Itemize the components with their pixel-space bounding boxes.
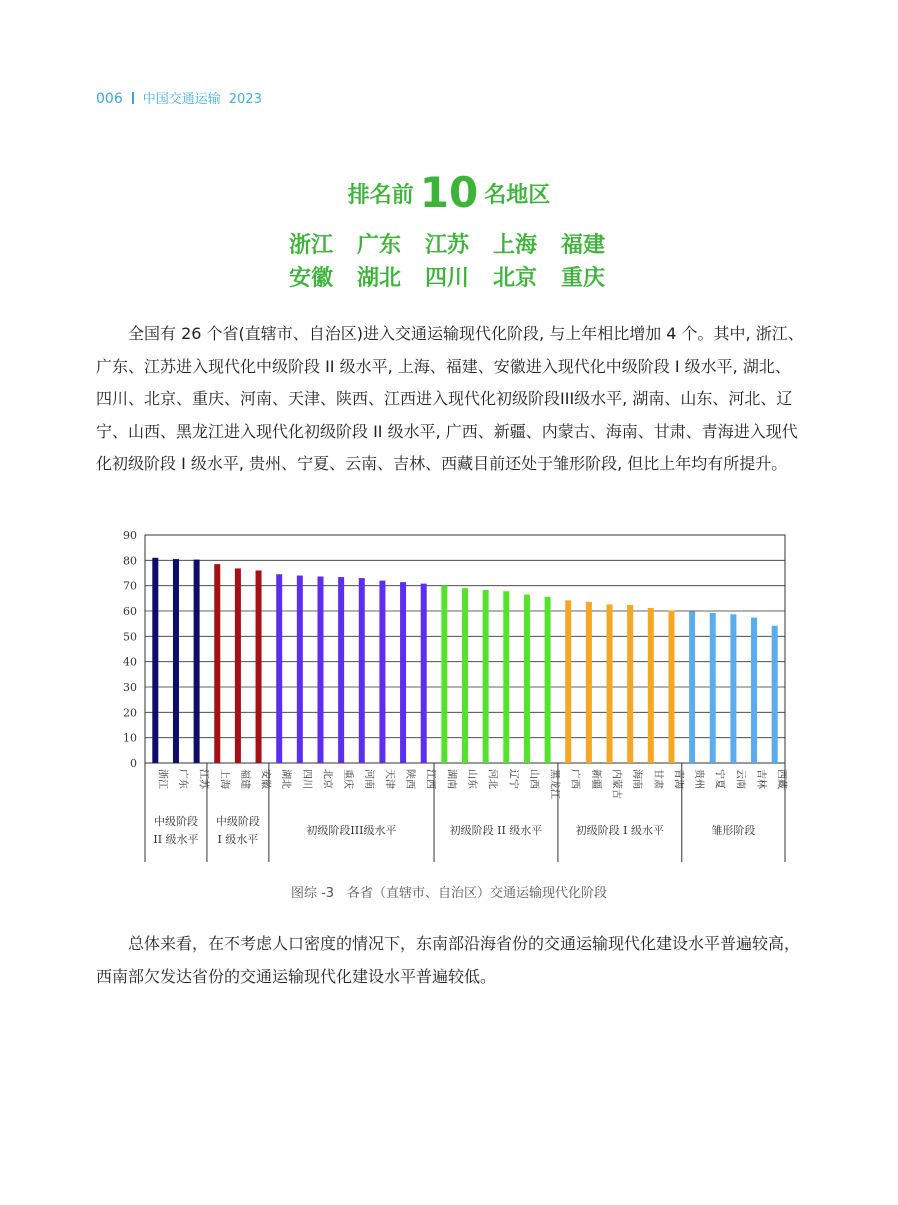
x-category-label: 辽宁 [507, 769, 519, 789]
region-name: 江苏 [425, 233, 470, 258]
bar [524, 595, 530, 763]
x-category-label: 吉林 [755, 769, 767, 789]
bar [772, 626, 778, 763]
bar [297, 576, 303, 763]
bar [648, 608, 654, 763]
region-name: 北京 [493, 266, 538, 291]
bar [627, 605, 633, 763]
y-tick-label: 40 [123, 655, 137, 669]
x-category-label: 广西 [569, 769, 581, 789]
x-category-label: 上海 [218, 769, 230, 789]
stage-group-label: 中级阶段 [153, 815, 198, 828]
rank-title [0, 168, 898, 217]
bar [462, 588, 468, 763]
top-regions-row-2 [289, 261, 629, 292]
x-category-label: 云南 [734, 769, 746, 789]
rank-prefix: 排名前 [347, 183, 414, 208]
region-name: 上海 [493, 233, 538, 258]
x-category-label: 山西 [527, 769, 539, 789]
body-paragraph-2: 总体来看，在不考虑人口密度的情况下，东南部沿海省份的交通运输现代化建设水平普遍较高，西南部欠发达省份的交通运输现代化建设水平普遍较低。 [96, 934, 801, 986]
x-category-label: 山东 [466, 769, 477, 789]
bar [545, 597, 551, 763]
bar [586, 602, 592, 763]
y-tick-label: 80 [123, 554, 137, 568]
y-tick-label: 30 [123, 681, 137, 694]
bar [379, 581, 385, 763]
bar [276, 574, 282, 763]
bar [421, 584, 427, 763]
x-category-label: 海南 [631, 769, 643, 789]
stage-group-label: 雏形阶段 [711, 824, 756, 837]
x-category-label: 西藏 [775, 769, 787, 789]
x-category-label: 湖北 [280, 769, 292, 789]
bar [565, 600, 571, 763]
x-category-label: 甘肃 [651, 769, 663, 789]
x-category-label: 河北 [486, 769, 498, 789]
x-category-label: 新疆 [589, 769, 601, 789]
y-tick-label: 90 [123, 529, 137, 542]
top-regions-row-1 [289, 228, 629, 259]
y-tick-label: 10 [123, 731, 137, 745]
stage-group-label: 初级阶段 II 级水平 [449, 824, 543, 837]
x-category-label: 河南 [362, 769, 374, 789]
y-tick-label: 20 [123, 706, 137, 720]
y-tick-label: 50 [123, 630, 137, 644]
region-name: 广东 [357, 233, 402, 258]
y-tick-label: 0 [130, 757, 137, 770]
y-tick-label: 70 [123, 579, 137, 593]
x-category-label: 北京 [321, 769, 333, 789]
bar [173, 559, 179, 763]
bar [751, 618, 757, 763]
region-name: 湖北 [357, 266, 402, 291]
y-tick-label: 60 [123, 605, 137, 618]
stage-bar-chart [110, 525, 790, 870]
stage-group-label: 初级阶段III级水平 [306, 824, 397, 837]
x-category-label: 湖南 [445, 769, 457, 789]
region-name: 重庆 [561, 266, 606, 291]
bar [503, 591, 509, 763]
bar [668, 610, 674, 763]
rank-number: 10 [419, 168, 479, 217]
page-number: 006 [96, 91, 123, 107]
stage-group-label: I 级水平 [217, 833, 259, 846]
x-category-label: 宁夏 [713, 769, 725, 789]
bar [235, 568, 241, 763]
bar [317, 577, 323, 763]
bar [152, 558, 158, 763]
x-category-label: 江苏 [197, 769, 209, 789]
x-category-label: 四川 [300, 769, 312, 789]
header-year: 2023 [228, 92, 262, 107]
book-title: 中国交通运输 [142, 92, 221, 107]
x-category-label: 青海 [672, 769, 684, 789]
header-divider [132, 92, 134, 104]
bar [400, 582, 406, 763]
x-category-label: 福建 [238, 769, 250, 789]
x-category-label: 广东 [176, 769, 188, 789]
bar [338, 577, 344, 763]
bar [607, 604, 613, 763]
body-paragraph-1: 全国有 26 个省(直辖市、自治区)进入交通运输现代化阶段, 与上年相比增加 4 个。其中, 浙江、广东、江苏进入现代化中级阶段 II 级水平, 上海、福建、安徽进入现代化中级阶段 I 级水平, 湖北、四川、北京、重庆、河南、天津、陕西、江西进入现代化初级阶段III级水平, 湖南、山东、河北、辽宁、山西、黑龙江进入现代化初级阶段 II 级水平, 广西、新疆、内蒙古、海南、甘肃、青海进入现代化初级阶段 I 级水平, 贵州、宁夏、云南、吉林、西藏目前还处于雏形阶段, 但比上年均有所提升。 [96, 324, 804, 473]
bar [359, 578, 365, 763]
bar [483, 590, 489, 763]
x-category-label: 浙江 [156, 769, 168, 789]
x-category-label: 贵州 [693, 769, 705, 789]
x-category-label: 内蒙古 [610, 769, 622, 799]
x-category-label: 安徽 [259, 769, 271, 789]
figure-caption: 图综 -3 各省（直辖市、自治区）交通运输现代化阶段 [290, 886, 608, 901]
bar [730, 614, 736, 763]
page-header [96, 88, 262, 107]
x-category-label: 黑龙江 [548, 769, 560, 799]
region-name: 安徽 [289, 266, 334, 291]
rank-suffix: 名地区 [484, 183, 551, 208]
x-category-label: 重庆 [342, 769, 354, 789]
bar [441, 586, 447, 763]
bar [214, 564, 220, 763]
x-category-label: 陕西 [404, 769, 416, 789]
region-name: 福建 [561, 233, 606, 258]
bar [689, 612, 695, 763]
region-name: 浙江 [289, 233, 334, 258]
bar [710, 613, 716, 763]
stage-group-label: 中级阶段 [215, 815, 260, 828]
bar [256, 570, 262, 763]
x-category-label: 天津 [383, 769, 395, 789]
region-name: 四川 [425, 266, 470, 291]
stage-group-label: 初级阶段 I 级水平 [575, 824, 665, 837]
bar [194, 560, 200, 763]
x-category-label: 江西 [424, 769, 436, 789]
stage-group-label: II 级水平 [153, 833, 199, 846]
